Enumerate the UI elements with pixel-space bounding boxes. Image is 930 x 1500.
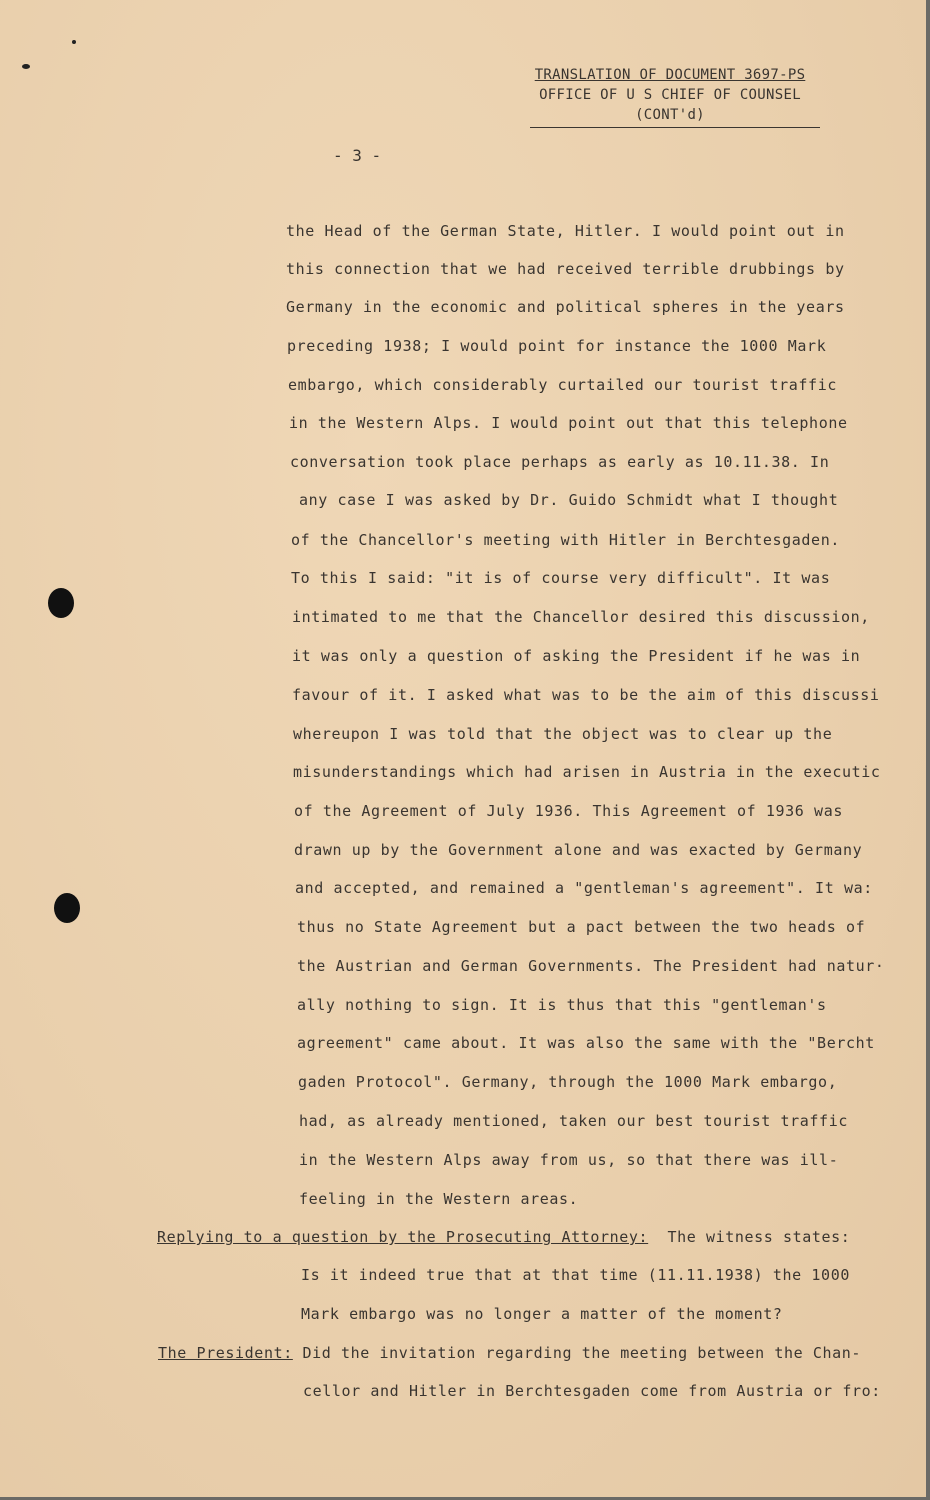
header-title: TRANSLATION OF DOCUMENT 3697-PS bbox=[534, 67, 806, 83]
header-rule bbox=[530, 127, 820, 128]
body-line: conversation took place perhaps as early as 10.11.38. In bbox=[290, 453, 830, 471]
president-line: Did the invitation regarding the meeting between the Chan- bbox=[302, 1344, 862, 1362]
question-line: Mark embargo was no longer a matter of the moment? bbox=[301, 1305, 783, 1323]
body-line: To this I said: "it is of course very difficult". It was bbox=[291, 569, 831, 587]
document-header bbox=[520, 65, 820, 128]
ink-speck bbox=[22, 64, 30, 69]
punch-hole-top bbox=[48, 588, 74, 618]
body-line: the Head of the German State, Hitler. I would point out in bbox=[286, 222, 845, 240]
body-line: feeling in the Western areas. bbox=[299, 1190, 579, 1208]
body-line: of the Agreement of July 1936. This Agreement of 1936 was bbox=[294, 802, 843, 820]
body-line: thus no State Agreement but a pact between the two heads of bbox=[297, 918, 866, 936]
body-line: drawn up by the Government alone and was exacted by Germany bbox=[294, 841, 863, 859]
body-line: in the Western Alps away from us, so that there was ill- bbox=[299, 1151, 839, 1169]
question-label: Replying to a question by the Prosecuting Attorney: bbox=[157, 1228, 649, 1246]
body-line: agreement" came about. It was also the same with the "Bercht bbox=[297, 1034, 875, 1052]
body-line: in the Western Alps. I would point out that this telephone bbox=[289, 414, 848, 432]
president-line: cellor and Hitler in Berchtesgaden come from Austria or fro: bbox=[303, 1382, 881, 1400]
president-label: The President: bbox=[158, 1344, 293, 1362]
body-line: preceding 1938; I would point for instance the 1000 Mark bbox=[287, 337, 827, 355]
body-line: of the Chancellor's meeting with Hitler in Berchtesgaden. bbox=[291, 531, 840, 549]
body-line: embargo, which considerably curtailed our tourist traffic bbox=[288, 376, 837, 394]
body-line: intimated to me that the Chancellor desired this discussion, bbox=[292, 608, 870, 626]
body-line: had, as already mentioned, taken our best tourist traffic bbox=[299, 1112, 848, 1130]
question-intro: The witness states: bbox=[667, 1228, 851, 1246]
page-number: - 3 - bbox=[333, 146, 382, 165]
body-line: this connection that we had received terrible drubbings by bbox=[286, 260, 845, 278]
body-line: it was only a question of asking the President if he was in bbox=[292, 647, 861, 665]
body-line: the Austrian and German Governments. The President had natur· bbox=[297, 957, 885, 975]
question-line: Is it indeed true that at that time (11.11.1938) the 1000 bbox=[301, 1266, 850, 1284]
body-line: Germany in the economic and political spheres in the years bbox=[286, 298, 845, 316]
body-line: favour of it. I asked what was to be the aim of this discussi bbox=[292, 686, 880, 704]
header-continued: (CONT'd) bbox=[635, 107, 705, 123]
body-line: misunderstandings which had arisen in Austria in the executic bbox=[293, 763, 881, 781]
question-heading bbox=[157, 1228, 850, 1246]
body-line: and accepted, and remained a "gentleman's agreement". It wa: bbox=[295, 879, 873, 897]
punch-hole-bottom bbox=[54, 893, 80, 923]
header-office: OFFICE OF U S CHIEF OF COUNSEL bbox=[539, 87, 801, 103]
body-line: any case I was asked by Dr. Guido Schmidt what I thought bbox=[299, 491, 839, 509]
body-line: gaden Protocol". Germany, through the 1000 Mark embargo, bbox=[298, 1073, 838, 1091]
ink-speck bbox=[72, 40, 76, 44]
president-heading bbox=[158, 1344, 861, 1362]
body-line: whereupon I was told that the object was to clear up the bbox=[293, 725, 833, 743]
body-line: ally nothing to sign. It is thus that this "gentleman's bbox=[297, 996, 827, 1014]
